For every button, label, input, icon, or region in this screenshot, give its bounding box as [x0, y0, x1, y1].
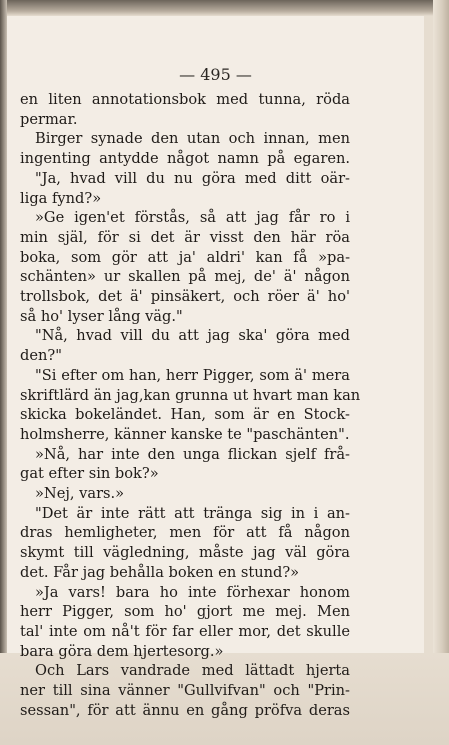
page-edge-right — [433, 0, 449, 745]
text-line: schänten» ur skallen på mej, de' ä' någon — [20, 268, 350, 286]
text-line: det. Får jag behålla boken en stund?» — [20, 563, 300, 581]
text-line: permar. — [20, 110, 78, 128]
text-line: ingenting antydde något namn på egaren. — [20, 150, 350, 168]
text-line: så ho' lyser lång väg." — [20, 307, 183, 325]
scan-left-shadow — [0, 0, 7, 745]
text-line: den?" — [20, 347, 62, 365]
text-line: Och Lars vandrade med lättadt hjerta — [35, 662, 350, 680]
text-line: »Ja vars! bara ho inte förhexar honom — [35, 583, 350, 601]
text-line: "Nå, hvad vill du att jag ska' göra med — [35, 327, 350, 345]
text-line: ner till sina vänner "Gullvifvan" och "Prin- — [20, 682, 350, 700]
text-line: skriftlärd än jag,kan grunna ut hvart man kan — [20, 386, 361, 404]
text-line: »Ge igen'et förstås, så att jag får ro i — [35, 209, 350, 227]
text-line: trollsbok, det ä' pinsäkert, och röer ä' ho' — [20, 288, 350, 306]
text-line: "Si efter om han, herr Pigger, som ä' mera — [35, 366, 350, 384]
body-text — [20, 90, 361, 721]
text-line: "Ja, hvad vill du nu göra med ditt oär- — [35, 169, 350, 187]
scan-top-shadow — [0, 0, 449, 16]
text-line: boka, som gör att ja' aldri' kan få »pa- — [20, 248, 350, 266]
text-line: en liten annotationsbok med tunna, röda — [20, 91, 350, 108]
text-line: tal' inte om nå't för far eller mor, det skulle — [20, 622, 350, 640]
text-line: »Nej, vars.» — [35, 485, 125, 503]
text-line: dras hemligheter, men för att få någon — [20, 524, 350, 542]
text-line: sessan", för att ännu en gång pröfva deras — [20, 701, 350, 719]
text-line: min själ, för si det är visst den här röa — [20, 228, 350, 246]
text-line: skicka bokeländet. Han, som är en Stock- — [20, 406, 350, 424]
text-line: herr Pigger, som ho' gjort me mej. Men — [20, 603, 350, 621]
text-line: holmsherre, känner kanske te "paschänten". — [20, 425, 350, 443]
book-page — [7, 16, 424, 719]
text-line: »Nå, har inte den unga flickan sjelf frå- — [35, 445, 350, 463]
text-line: "Det är inte rätt att tränga sig in i an- — [35, 504, 350, 522]
text-line: Birger synade den utan och innan, men — [35, 130, 350, 148]
page-number: — 495 — — [179, 65, 252, 84]
text-line: bara göra dem hjertesorg.» — [20, 642, 224, 660]
text-line: liga fynd?» — [20, 189, 102, 207]
text-line: gat efter sin bok?» — [20, 465, 159, 483]
text-line: skymt till vägledning, måste jag väl göra — [20, 544, 350, 562]
